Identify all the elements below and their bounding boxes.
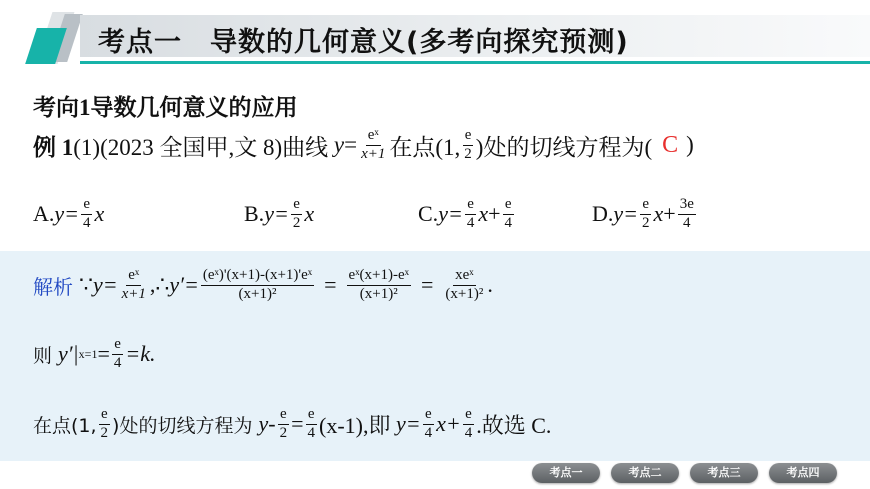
numerator: e	[81, 197, 92, 215]
numerator: e	[291, 197, 302, 215]
option-c	[418, 192, 516, 236]
var-y: y	[333, 132, 345, 157]
option-label: C.	[418, 201, 439, 226]
numerator: eˣ(x+1)-eˣ	[347, 268, 411, 286]
numerator: e	[423, 407, 434, 425]
numerator: e	[463, 407, 474, 425]
header	[0, 0, 870, 80]
fraction	[306, 407, 318, 442]
fraction	[278, 407, 290, 442]
subscript: x=1	[78, 346, 98, 361]
numerator: 3e	[678, 197, 696, 215]
numerator: eˣ	[366, 128, 381, 146]
plus: +	[663, 201, 676, 226]
denominator: x+1	[121, 285, 146, 302]
option-label: D.	[592, 201, 614, 226]
fraction	[678, 197, 696, 232]
numerator: (eˣ)'(x+1)-(x+1)'eˣ	[201, 268, 314, 286]
denominator: x+1	[361, 145, 386, 162]
option-y: y=	[264, 201, 289, 226]
denominator: 2	[292, 214, 301, 231]
denominator: 4	[113, 354, 122, 371]
subheading: 考向1导数几何意义的应用	[33, 95, 298, 120]
option-label: A.	[33, 201, 55, 226]
fraction	[503, 197, 515, 232]
fraction	[291, 197, 303, 232]
fraction	[99, 407, 111, 442]
text: 在点(1,	[33, 414, 97, 437]
denominator: (x+1)²	[238, 285, 277, 302]
numerator: e	[640, 197, 651, 215]
option-y: y=	[613, 201, 639, 226]
equals: =	[344, 132, 358, 157]
denominator: 4	[683, 214, 691, 231]
numerator: e	[278, 407, 289, 425]
fraction	[423, 407, 435, 442]
option-label: B.	[244, 201, 265, 226]
question-text: 在点(1,	[389, 134, 461, 160]
numerator: e	[503, 197, 514, 215]
denominator: 4	[464, 424, 473, 441]
fraction	[465, 197, 477, 232]
question-line	[33, 122, 694, 168]
page-title: 考点一 导数的几何意义(多考向探究预测)	[98, 27, 629, 58]
text: (x-1),即	[319, 412, 396, 438]
option-y: y=	[54, 201, 80, 226]
fraction	[81, 197, 93, 232]
option-b	[244, 192, 314, 236]
equals: =	[97, 341, 110, 366]
denominator: (x+1)²	[445, 285, 484, 302]
solution-line-2	[33, 330, 156, 378]
denominator: 4	[466, 214, 475, 231]
header-underline	[80, 61, 870, 64]
numerator: xeˣ	[453, 268, 476, 286]
example-label: 例 1	[33, 134, 74, 160]
because-symbol: ∵	[79, 272, 93, 297]
nav-button-2[interactable]: 考点二	[611, 463, 679, 483]
fraction-point	[462, 128, 474, 163]
equals: =	[420, 272, 434, 297]
fraction-curve	[359, 128, 387, 163]
nav-button-4[interactable]: 考点四	[769, 463, 837, 483]
numerator: e	[465, 197, 476, 215]
denominator: 4	[307, 424, 316, 441]
denominator: 2	[279, 424, 288, 441]
denominator: 4	[83, 214, 91, 231]
question-text: )处的切线方程为(	[475, 134, 653, 160]
solution-line-1	[33, 259, 493, 311]
option-y: y=	[438, 201, 463, 226]
option-x: x	[653, 201, 664, 226]
option-x: x	[304, 201, 315, 226]
x-plus: x+	[436, 411, 461, 436]
numerator: eˣ	[126, 268, 141, 286]
denominator: 4	[424, 424, 433, 441]
equals: =	[324, 272, 337, 297]
option-x: x	[94, 201, 105, 226]
fraction	[443, 268, 485, 303]
y-equals: y=	[396, 411, 421, 436]
option-d	[592, 192, 698, 236]
solution-line-3	[33, 400, 551, 448]
y-prime: y′|	[58, 341, 79, 366]
fraction	[640, 197, 652, 232]
question-source: (1)(2023 全国甲,文 8)曲线	[73, 134, 334, 160]
solution-label: 解析	[33, 274, 73, 299]
y-prime: y′=	[169, 272, 199, 297]
answer-choice: C	[662, 131, 679, 158]
denominator: 4	[504, 214, 512, 231]
k-equals: =k.	[125, 341, 156, 366]
denominator: 2	[100, 424, 109, 441]
option-a	[33, 192, 104, 236]
text: )处的切线方程为	[112, 414, 259, 437]
fraction	[112, 337, 124, 372]
denominator: 2	[642, 214, 650, 231]
y-equals: y=	[93, 272, 118, 297]
text: .故选 C.	[476, 412, 552, 438]
numerator: e	[306, 407, 317, 425]
nav-button-1[interactable]: 考点一	[532, 463, 600, 483]
numerator: e	[99, 407, 110, 425]
y-minus: y-	[258, 411, 276, 436]
option-x: x	[478, 201, 489, 226]
equals: =	[291, 411, 304, 436]
close-paren: )	[686, 132, 694, 157]
text: 则	[33, 344, 59, 367]
fraction	[463, 407, 475, 442]
therefore-symbol: ,∴	[149, 272, 170, 297]
numerator: e	[112, 337, 123, 355]
fraction	[347, 268, 411, 303]
nav-button-3[interactable]: 考点三	[690, 463, 758, 483]
period: .	[487, 272, 493, 297]
numerator: e	[463, 128, 474, 146]
fraction	[120, 268, 148, 303]
denominator: 2	[464, 145, 472, 162]
plus: +	[488, 201, 501, 226]
denominator: (x+1)²	[359, 285, 398, 302]
fraction	[201, 268, 314, 303]
